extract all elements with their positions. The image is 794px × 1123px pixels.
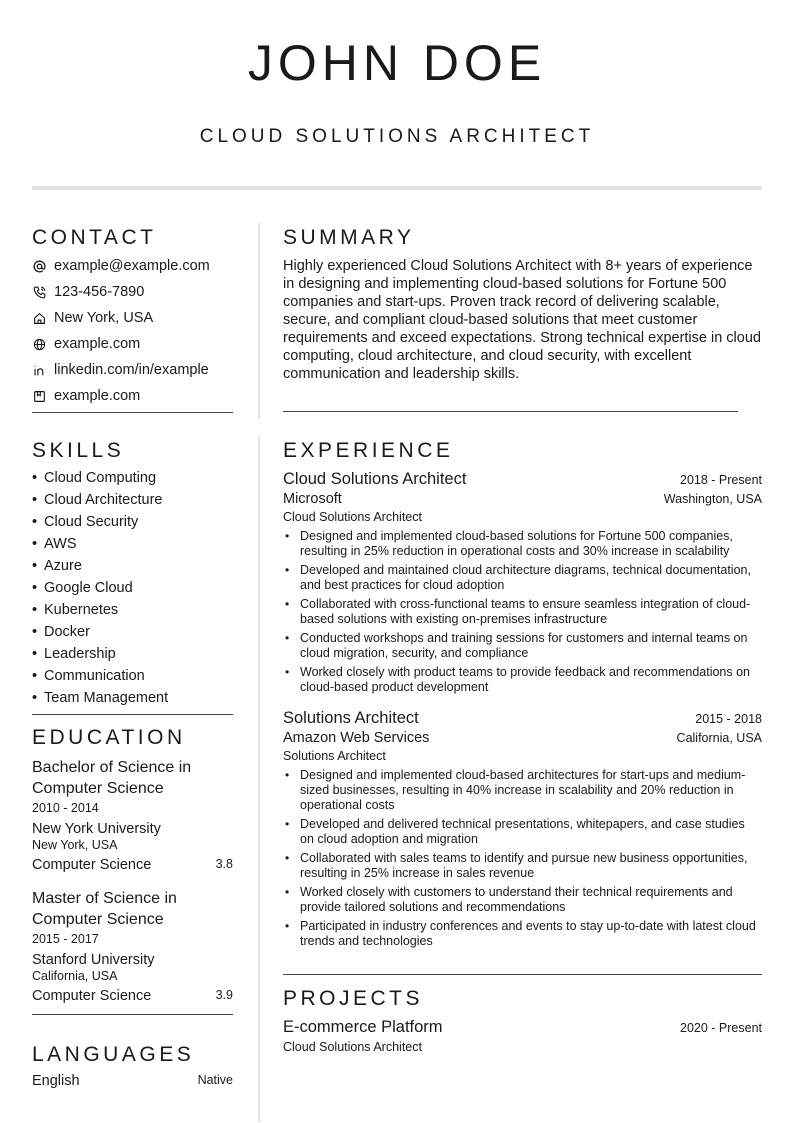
contact-linkedin-text: linkedin.com/in/example xyxy=(54,362,209,378)
skill-item: • Google Cloud xyxy=(32,577,233,599)
contact-email-text: example@example.com xyxy=(54,258,210,274)
language-item xyxy=(32,1073,233,1089)
job-role: Cloud Solutions Architect xyxy=(283,510,422,524)
school-location: New York, USA xyxy=(32,838,118,852)
skill-item: • Cloud Architecture xyxy=(32,489,233,511)
bullet: • xyxy=(32,624,38,640)
education-section xyxy=(32,726,233,1015)
job-bullet: • Participated in industry conferences and events to stay up-to-date with latest cloud trends and technologies xyxy=(285,919,756,948)
job-bullet: • Conducted workshops and training sessions for customers and internal teams on cloud migration, security, and compliance xyxy=(285,631,748,660)
bullet: • xyxy=(285,665,290,679)
contact-linkedin[interactable] xyxy=(32,357,233,383)
bullet: • xyxy=(32,690,38,706)
job-title: Cloud Solutions Architect xyxy=(283,470,467,488)
gpa: 3.9 xyxy=(215,988,233,1002)
education-entry xyxy=(32,888,233,1004)
contact-phone-text: 123-456-7890 xyxy=(54,284,145,300)
languages-heading: LANGUAGES xyxy=(32,1043,195,1066)
job-entry xyxy=(283,470,762,695)
education-heading: EDUCATION xyxy=(32,726,186,749)
education-dates: 2010 - 2014 xyxy=(32,801,99,815)
projects-section xyxy=(283,987,762,1054)
bullet: • xyxy=(285,563,290,577)
bullet: • xyxy=(32,646,38,662)
globe-icon xyxy=(32,337,46,351)
job-bullet: • Collaborated with cross-functional teams to ensure seamless integration of cloud-based solutions with existing on-premises infrastructure xyxy=(285,597,751,626)
bullet: • xyxy=(285,851,290,865)
project-entry xyxy=(283,1018,762,1054)
skill-item: • Kubernetes xyxy=(32,599,233,621)
contact-location-text: New York, USA xyxy=(54,310,154,326)
job-role: Solutions Architect xyxy=(283,749,386,763)
skill-item: • Team Management xyxy=(32,687,233,709)
column-divider-top xyxy=(258,223,260,419)
bullet: • xyxy=(285,529,290,543)
job-bullet: • Designed and implemented cloud-based architectures for start-ups and medium-sized businesses, resulting in 40% increase in scalability and 20% reduction in operational costs xyxy=(285,768,746,812)
bullet: • xyxy=(32,602,38,618)
job-bullet: • Worked closely with customers to understand their technical requirements and provide tailored solutions and recommendations xyxy=(285,885,733,914)
contact-location xyxy=(32,305,233,331)
project-name: E-commerce Platform xyxy=(283,1018,443,1036)
bullet: • xyxy=(285,597,290,611)
skills-divider xyxy=(32,714,233,715)
bullet: • xyxy=(285,768,290,782)
education-dates: 2015 - 2017 xyxy=(32,932,99,946)
school: New York University xyxy=(32,821,161,837)
job-company: Amazon Web Services xyxy=(283,730,430,746)
contact-divider xyxy=(32,412,233,413)
skill-item: • Cloud Security xyxy=(32,511,233,533)
contact-section xyxy=(32,226,233,413)
column-divider-bottom xyxy=(258,436,260,1122)
education-divider xyxy=(32,1014,233,1015)
summary-section xyxy=(283,226,762,412)
linkedin-icon xyxy=(32,363,46,377)
degree: Bachelor of Science in Computer Science xyxy=(32,759,192,797)
bullet: • xyxy=(32,536,38,552)
job-bullet: • Developed and delivered technical presentations, whitepapers, and case studies on cloud adoption and migration xyxy=(285,817,745,846)
bullet: • xyxy=(32,580,38,596)
job-bullet: • Collaborated with sales teams to identify and pursue new business opportunities, resulting in 25% increase in sales revenue xyxy=(285,851,748,880)
contact-website-text: example.com xyxy=(54,336,141,352)
bullet: • xyxy=(32,492,38,508)
job-location: Washington, USA xyxy=(663,492,762,506)
bullet: • xyxy=(32,514,38,530)
school-location: California, USA xyxy=(32,969,118,983)
skill-item: • Azure xyxy=(32,555,233,577)
summary-divider xyxy=(283,411,738,412)
school: Stanford University xyxy=(32,952,155,968)
contact-heading: CONTACT xyxy=(32,226,157,249)
summary-text: Highly experienced Cloud Solutions Architect with 8+ years of experience in designing and implementing cloud-based solutions for Fortune 500 companies and start-ups. Proven track record of delivering scalable, secure, and compliant cloud-based solutions that meet customer requirements and exceed expectations. Strong technical expertise in cloud computing, cloud architecture, and cloud security, with excellent communication and leadership skills. xyxy=(283,258,761,382)
language-name: English xyxy=(32,1073,80,1089)
projects-heading: PROJECTS xyxy=(283,987,424,1010)
summary-heading: SUMMARY xyxy=(283,226,415,249)
contact-portfolio-text: example.com xyxy=(54,388,141,404)
resume-name: JOHN DOE xyxy=(247,35,547,91)
gpa: 3.8 xyxy=(215,857,233,871)
experience-section xyxy=(283,439,762,953)
project-role: Cloud Solutions Architect xyxy=(283,1040,422,1054)
bullet: • xyxy=(285,919,290,933)
language-level: Native xyxy=(197,1073,233,1087)
home-icon xyxy=(32,311,46,325)
bullet: • xyxy=(32,558,38,574)
job-bullet: • Worked closely with product teams to provide feedback and recommendations on cloud-based product development xyxy=(285,665,751,694)
languages-section xyxy=(32,1043,233,1089)
job-bullet: • Developed and maintained cloud architecture diagrams, technical documentation, and best practices for cloud adoption xyxy=(285,563,751,592)
phone-icon xyxy=(32,285,46,299)
job-bullet: • Designed and implemented cloud-based solutions for Fortune 500 companies, resulting in 25% reduction in operational costs and 30% increase in scalability xyxy=(285,529,733,558)
job-company: Microsoft xyxy=(283,491,342,507)
header-divider xyxy=(32,186,762,190)
job-dates: 2018 - Present xyxy=(680,473,762,487)
portfolio-icon xyxy=(32,389,46,403)
skill-item: • Communication xyxy=(32,665,233,687)
skills-heading: SKILLS xyxy=(32,439,125,462)
field-of-study: Computer Science xyxy=(32,988,152,1004)
job-title: Solutions Architect xyxy=(283,709,419,727)
skills-section xyxy=(32,439,233,715)
contact-portfolio[interactable] xyxy=(32,383,233,409)
project-dates: 2020 - Present xyxy=(680,1021,762,1035)
skill-item: • AWS xyxy=(32,533,233,555)
education-entry xyxy=(32,757,233,873)
job-entry xyxy=(283,709,762,949)
contact-phone[interactable] xyxy=(32,279,233,305)
degree: Master of Science in Computer Science xyxy=(32,890,177,928)
experience-heading: EXPERIENCE xyxy=(283,439,454,462)
bullet: • xyxy=(285,885,290,899)
experience-divider xyxy=(283,974,762,975)
skill-item: • Leadership xyxy=(32,643,233,665)
resume-title: CLOUD SOLUTIONS ARCHITECT xyxy=(199,126,595,147)
at-icon xyxy=(32,259,46,273)
field-of-study: Computer Science xyxy=(32,857,152,873)
bullet: • xyxy=(285,817,290,831)
bullet: • xyxy=(32,470,38,486)
contact-email[interactable] xyxy=(32,253,233,279)
skill-item: • Docker xyxy=(32,621,233,643)
contact-website[interactable] xyxy=(32,331,233,357)
job-location: California, USA xyxy=(676,731,762,745)
bullet: • xyxy=(285,631,290,645)
bullet: • xyxy=(32,668,38,684)
job-dates: 2015 - 2018 xyxy=(695,712,762,726)
skill-item: • Cloud Computing xyxy=(32,467,233,489)
